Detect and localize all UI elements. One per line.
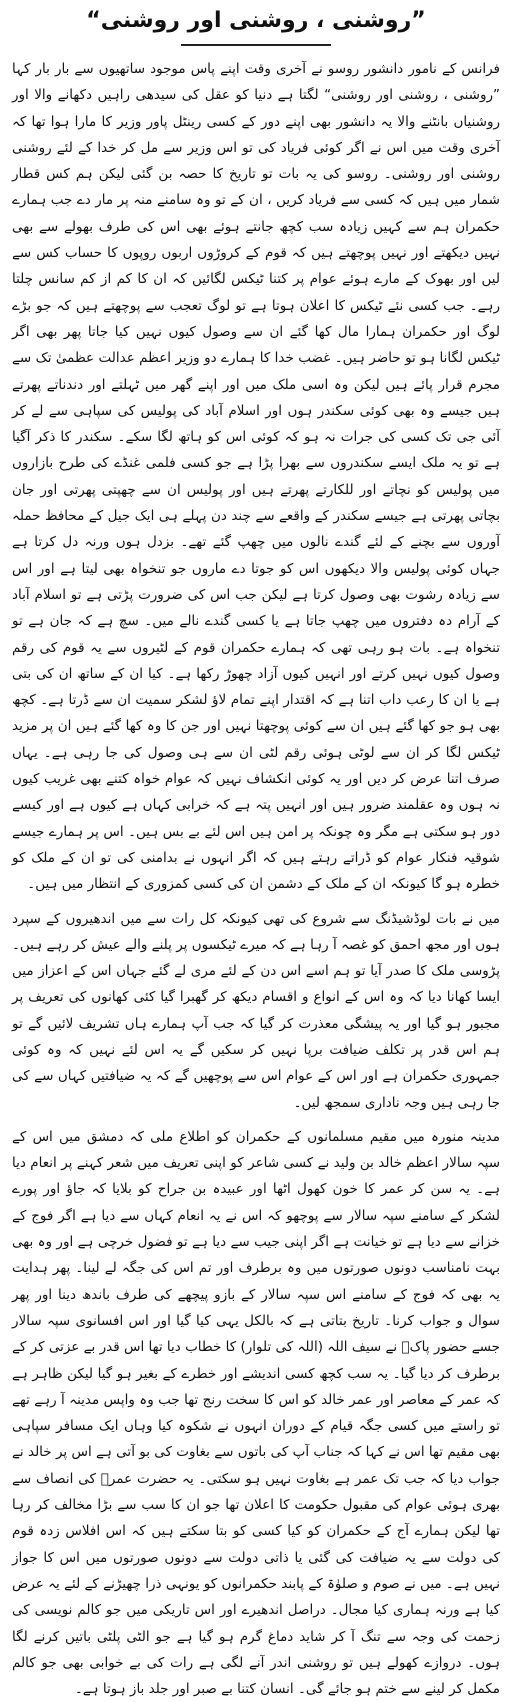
article-title: ”روشنی ، روشنی اور روشنی“ <box>86 8 426 33</box>
paragraph-2: میں نے بات لوڈشیڈنگ سے شروع کی تھی کیونکہ کل رات سے میں اندھیروں کے سپرد ہوں اور مجھ احمق کو غصہ آ رہا ہے کہ میرے ٹیکسوں پر پلنے والے عیش کر رہے ہیں۔ پڑوسی ملک کا صدر آیا تو ہم اسے اس دن کے لئے مری لے گئے جہاں اس کے اعزاز میں ایسا کھانا دیا کہ وہ اس کے انواع و اقسام دیکھ کر گھبرا گیا کئی کھانوں کی تعریف پر مجبور ہو گیا اور یہ پیشگی معذرت کر گیا کہ جب آپ ہمارے ہاں تشریف لائیں گے تو ہم اس قدر پر تکلف ضیافت برپا نہیں کر سکیں گے یہ اس لئے نہیں کہ وہ کوئی جمہوری حکمران ہے اور اس کے عوام اس سے پوچھیں گے کہ یہ ضیافتیں کہاں سے کی جا رہی ہیں وجہ ناداری سمجھ لیں۔ <box>12 910 500 1111</box>
title-underline <box>181 44 331 46</box>
paragraph-1: فرانس کے نامور دانشور روسو نے آخری وقت اپنے پاس موجود ساتھیوں سے بار بار کہا ”روشنی ، روشنی اور روشنی“ لگتا ہے دنیا کو عقل کی سیدھی راہیں دکھانے والا اور روشنیاں بانٹنے والا یہ دانشور بھی اپنے دور کے کسی رینٹل پاور وزیر کا مارا ہوا تھا کہ آخری وقت میں اس نے اگر کوئی فریاد کی تو اس وزیر سے مل کر خدا کے لئے روشنی روشنی اور روشنی۔ روسو کی یہ بات تو تاریخ کا حصہ بن گئی لیکن ہم کس قطار شمار میں ہیں کہ کسی سے فریاد کریں ، ان کے تو وہ سامنے منہ پر مار دے جب ہمارے حکمران ہم سے کہیں زیادہ سب کچھ جانتے ہوئے بھی اس کی طرف بھولے سے بھی نہیں دیکھتے اور نہیں پوچھتے ہیں کہ قوم کے کروڑوں اربوں روپوں کا حساب کس سے لیں اور بھوک کے مارے ہوئے عوام پر کتنا ٹیکس لگائیں کہ ان کا کم از کم سانس چلتا رہے۔ جب کسی نئے ٹیکس کا اعلان ہوتا ہے تو لوگ تعجب سے پوچھتے ہیں کہ جو بڑے لوگ اور حکمران ہمارا مال کھا گئے ان سے وصول کیوں نہیں کیا جاتا پھر بھی اگر ٹیکس لگانا ہو تو حاضر ہیں۔ غضب خدا کا ہمارے دو وزیر اعظم عدالت عظمیٰ تک سے مجرم قرار پائے ہیں لیکن وہ اسی ملک میں اور اپنے گھر میں ٹہلتے اور دندناتے پھرتے ہیں جیسے وہ بھی کوئی سکندر ہوں اور اسلام آباد کی پولیس کی سپاہی سے لے کر آئی جی تک کسی کی جرات نہ ہو کہ کوئی اس کو ہاتھ لگا سکے۔ سکندر کا ذکر آگیا ہے تو یہ ملک ایسے سکندروں سے بھرا پڑا ہے جو کسی فلمی غنڈے کی طرح بازاروں میں پولیس کو نچاتے اور للکارتے پھرتے ہیں اور پولیس ان سے چھپتی پھرتی اور جان بچاتی پھرتی ہے جیسے سکندر کے واقعے سے چند دن پہلے ہی ایک جیل کے محافظ حملہ آوروں سے بچنے کے لئے گندے نالوں میں چھپ گئے تھے۔ بزدل ہوں ورنہ دل کرتا ہے جہاں کوئی پولیس والا دیکھوں اس کو جوتا دے ماروں جو تنخواہ بھی لیتا ہے اور اس سے زیادہ رشوت بھی وصول کرتا ہے لیکن جب اس کی ضرورت پڑتی ہے تو اسلام آباد کے آرام دہ دفتروں میں چھپ جاتا ہے یا کسی گندے نالے میں۔ سچ ہے کہ جان ہے تو تنخواہ ہے۔ بات ہو رہی تھی کہ ہمارے حکمران قوم کے لٹیروں سے یہ قوم کی رقم وصول کیوں نہیں کرتے اور انہیں کیوں آزاد چھوڑ رکھا ہے۔ کیا ان کے ساتھ ان کی بتی ہے یا ان کا رعب داب اتنا ہے کہ اقتدار اپنے تمام لاؤ لشکر سمیت ان سے ڈرتا ہے۔ کچھ بھی ہو جو کھا گئے ہیں ان سے کوئی پوچھتا نہیں اور جن کا وہ کھا گئے ہیں ان پر مزید ٹیکس لگا کر ان سے لوٹی ہوئی رقم لٹی ان سے ہی وصول کی جا رہی ہے۔ یہاں صرف اتنا عرض کر دیں اور یہ کوئی انکشاف نہیں کہ عوام خواہ کتنے بھی غریب کیوں نہ ہوں وہ عقلمند ضرور ہیں اور انہیں پتہ ہے کہ خرابی کہاں ہے کیوں ہے اور کیسے دور ہو سکتی ہے مگر وہ چونکہ پر امن ہیں اس لئے بے بس ہیں۔ اس پر ہمارے جیسے شوقیہ فنکار عوام کو ڈراتے رہتے ہیں کہ اگر انہوں نے بدامنی کی تو ان کے ملک کو خطرہ ہو گا کیونکہ ان کے ملک کے دشمن ان کی کسی کمزوری کے انتظار میں ہیں۔ <box>12 61 500 893</box>
article-body <box>12 56 500 1702</box>
paragraph-3: مدینہ منورہ میں مقیم مسلمانوں کے حکمران کو اطلاع ملی کہ دمشق میں اس کے سپہ سالار اعظم خالد بن ولید نے کسی شاعر کو اپنی تعریف میں شعر کہنے پر انعام دیا ہے۔ یہ سن کر عمر کا خون کھول اٹھا اور عبیدہ بن جراح کو بلایا کہ جاؤ اور پورے لشکر کے سامنے سپہ سالار سے پوچھو کہ اس نے یہ انعام کہاں سے دیا ہے اگر فوج کے خزانے سے دیا ہے تو خیانت ہے اگر اپنی جیب سے دیا ہے تو فضول خرچی ہے اور وہ بھی بہت نامناسب دونوں صورتوں میں وہ برطرف اور تم اس کی جگہ لے لینا۔ پھر ہدایت یہ بھی کہ فوج کے سامنے اس سپہ سالار کے بازو پیچھے کی طرف باندھ دینا اور پھر سوال و جواب کرنا۔ تاریخ بتاتی ہے کہ بالکل یہی کیا گیا اور اس افسانوی سپہ سالار جسے حضور پاکﷺ نے سیف اللہ (اللہ کی تلوار) کا خطاب دیا تھا اس قدر بے عزتی کر کے برطرف کر دیا گیا۔ یہ سب کچھ کسی اندیشے اور خطرے کے بغیر ہو گیا لیکن ظاہر ہے کہ عمر کے معاصر اور عمر خالد کو اس کا سخت رنج تھا جب وہ واپس مدینہ آ رہے تھے تو راستے میں کسی جگہ قیام کے دوران انہوں نے شکوہ کیا وہاں ایک مسافر سپاہی بھی مقیم تھا اس نے کہا کہ جناب آپ کی باتوں سے بغاوت کی بو آتی ہے اس پر خالد نے جواب دیا کہ جب تک عمر ہے بغاوت نہیں ہو سکتی۔ یہ حضرت عمرؓ کی انصاف سے بھری ہوئی عوام کی مقبول حکومت کا اعلان تھا جو ان کا سب سے بڑا مخالف کر رہا تھا لیکن ہمارے آج کے حکمران کو کیا کسی کو بتا سکتے ہیں کہ اس افلاس زدہ قوم کی دولت سے یہ ضیافت کی گئی یا ذاتی دولت سے دونوں صورتوں میں اس کا جواز نہیں ہے۔ میں نے صوم و صلوٰۃ کے پابند حکمرانوں کو یونہی ذرا چھیڑنے کے لئے یہ عرض کیا ہے ورنہ ہماری کیا مجال۔ دراصل اندھیرے اور اس تاریکی میں جو کالم نویسی کی زحمت کی وجہ سے تنگ آ کر شاید دماغ گرم ہو گیا ہے جو الٹی پلٹی باتیں کرنے لگا ہوں۔ دروازے کھولے ہیں تو روشنی اندر آنے لگی ہے رات کی بے خوابی بھی جو کالم مکمل کر لینے سے ختم ہو جائے گی۔ انسان کتنا بے صبر اور جلد باز ہوتا ہے۔ <box>12 1128 501 1698</box>
